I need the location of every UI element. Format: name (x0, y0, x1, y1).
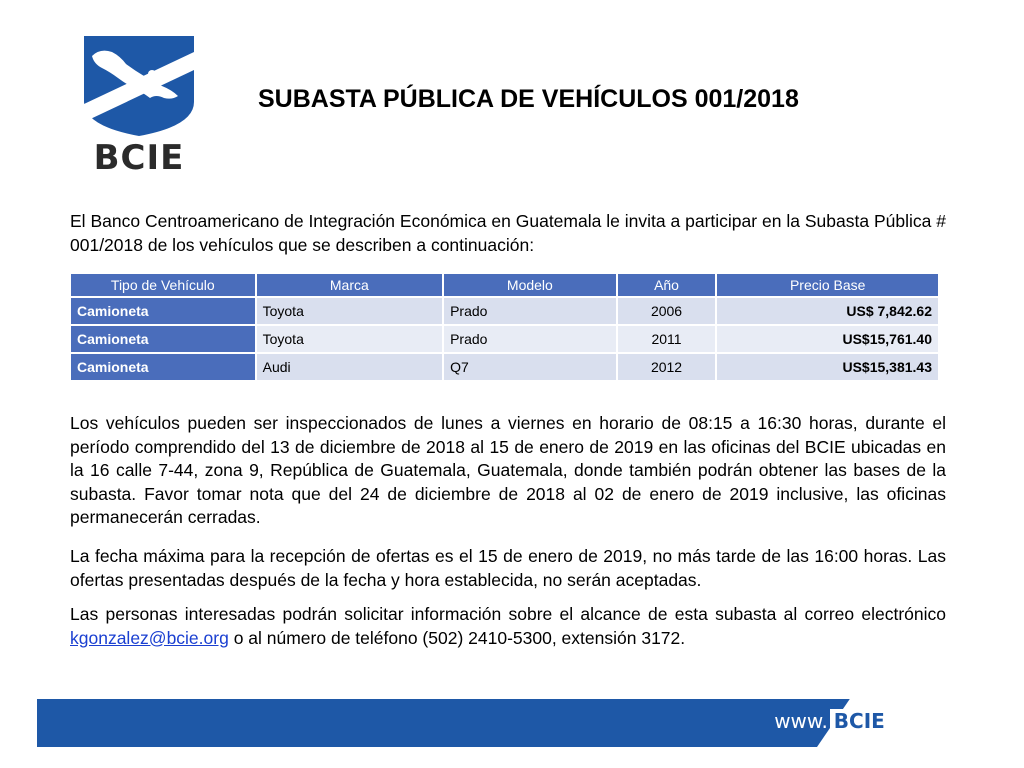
cell-precio: US$15,381.43 (716, 353, 939, 381)
inspection-paragraph: Los vehículos pueden ser inspeccionados de lunes a viernes en horario de 08:15 a 16:30 horas, durante el período comprendido del 13 de diciembre de 2018 al 15 de enero de 2019 en las oficinas del BCIE ubicadas en la 16 calle 7-44, zona 9, República de Guatemala, Guatemala, donde también podrán obtener las bases de la subasta. Favor tomar nota que del 24 de diciembre de 2018 al 02 de enero de 2019 inclusive, las oficinas permanecerán cerradas. (70, 413, 946, 527)
cell-tipo: Camioneta (70, 297, 256, 325)
cell-modelo: Prado (443, 325, 617, 353)
table-header-row (70, 273, 939, 297)
footer-banner (37, 699, 966, 747)
cell-marca: Toyota (256, 297, 443, 325)
header-precio: Precio Base (716, 273, 939, 297)
table-row (70, 353, 939, 381)
cell-marca: Toyota (256, 325, 443, 353)
table-row (70, 297, 939, 325)
header-modelo: Modelo (443, 273, 617, 297)
central-america-map-icon (82, 34, 196, 138)
cell-modelo: Q7 (443, 353, 617, 381)
contact-text-after: o al número de teléfono (502) 2410-5300, extensión 3172. (228, 627, 686, 648)
cell-tipo: Camioneta (70, 353, 256, 381)
header-anio: Año (617, 273, 717, 297)
bcie-logo (82, 34, 196, 178)
contact-text-before: Las personas interesadas podrán solicitar información sobre el alcance de esta subasta al correo electrónico (70, 604, 946, 624)
cell-precio: US$ 7,842.62 (716, 297, 939, 325)
contact-paragraph (70, 603, 946, 650)
email-link[interactable]: kgonzalez@bcie.org (70, 627, 229, 648)
cell-anio: 2011 (617, 325, 717, 353)
footer-url-prefix: www. (774, 709, 828, 733)
footer-url (774, 709, 930, 733)
deadline-paragraph: La fecha máxima para la recepción de ofertas es el 15 de enero de 2019, no más tarde de las 16:00 horas. Las ofertas presentadas después de la fecha y hora establecida, no serán aceptadas. (70, 546, 946, 590)
header-tipo: Tipo de Vehículo (70, 273, 256, 297)
cell-tipo: Camioneta (70, 325, 256, 353)
vehicles-table (69, 272, 940, 382)
cell-modelo: Prado (443, 297, 617, 325)
footer-url-suffix: .org (890, 709, 930, 733)
table-row (70, 325, 939, 353)
header-marca: Marca (256, 273, 443, 297)
cell-anio: 2006 (617, 297, 717, 325)
cell-anio: 2012 (617, 353, 717, 381)
footer-url-brand: BCIE (830, 709, 889, 733)
intro-paragraph: El Banco Centroamericano de Integración Económica en Guatemala le invita a participar en la Subasta Pública # 001/2018 de los vehículos que se describen a continuación: (70, 211, 946, 255)
cell-marca: Audi (256, 353, 443, 381)
page-title: SUBASTA PÚBLICA DE VEHÍCULOS 001/2018 (258, 85, 799, 113)
logo-text: BCIE (93, 138, 185, 178)
cell-precio: US$15,761.40 (716, 325, 939, 353)
